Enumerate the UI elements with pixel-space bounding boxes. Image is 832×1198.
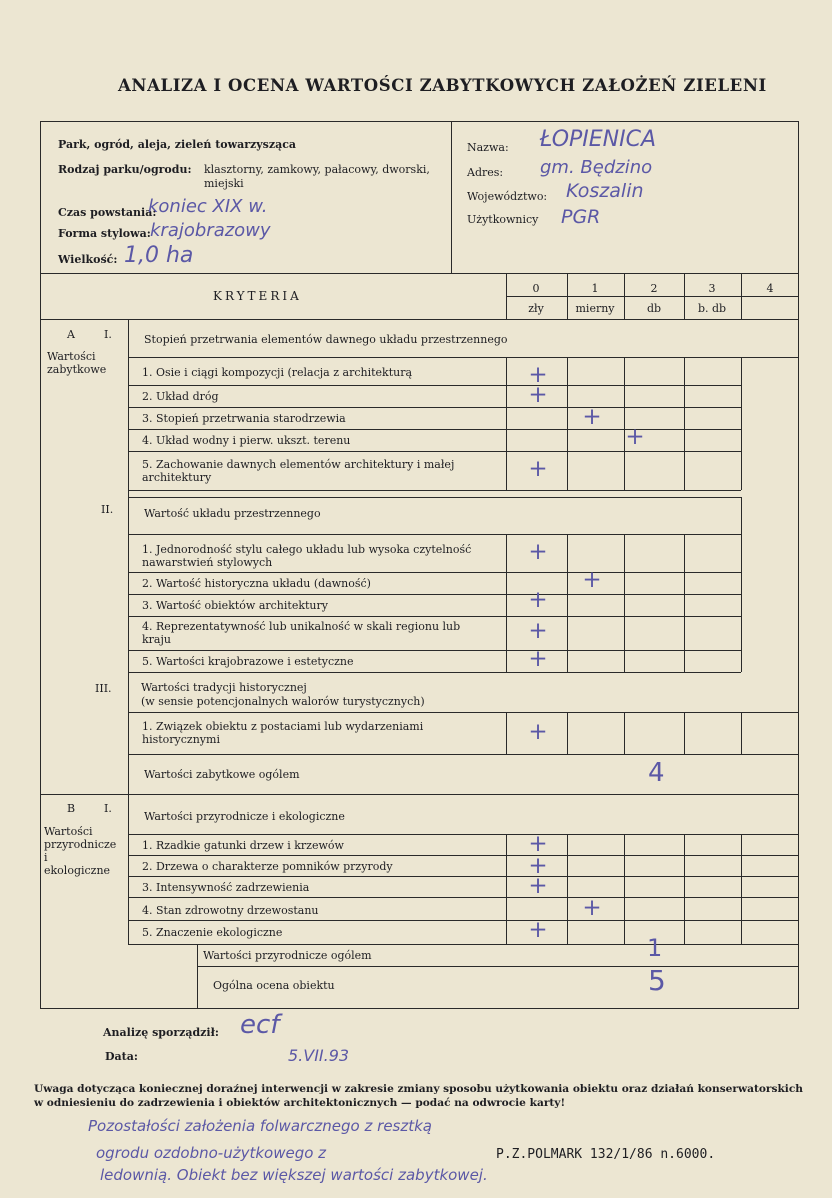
nazwa-label: Nazwa: xyxy=(467,141,509,154)
handwritten-note-line-2: ogrodu ozdobno-użytkowego z xyxy=(96,1144,327,1162)
section-a-roman: I. xyxy=(104,328,112,341)
uzytkownicy-label: Użytkownicy xyxy=(467,213,539,226)
wielkosc-label: Wielkość: xyxy=(58,253,118,266)
overall-value: 5 xyxy=(648,964,666,997)
score-3-label: b. db xyxy=(697,302,727,315)
kryteria-label: KRYTERIA xyxy=(213,289,302,303)
page-title: ANALIZA I OCENA WARTOŚCI ZABYTKOWYCH ZAŁOŻEŃ ZIELENI xyxy=(118,76,767,95)
a-group3-subtitle: (w sensie potencjonalnych walorów turystycznych) xyxy=(141,695,425,708)
wojewodztwo-value: Koszalin xyxy=(566,180,644,202)
score-0-label: zły xyxy=(528,302,544,315)
a1-item-2: 2. Układ dróg xyxy=(142,390,219,403)
b-group-title: Wartości przyrodnicze i ekologiczne xyxy=(144,810,345,823)
czas-value: koniec XIX w. xyxy=(148,196,268,217)
uzytkownicy-value: PGR xyxy=(561,206,601,228)
section-b-name: Wartości przyrodnicze i ekologiczne xyxy=(44,825,117,877)
handwritten-note-line-3: ledownią. Obiekt bez większej wartości zabytkowej. xyxy=(100,1166,488,1184)
mark-a1-3: + xyxy=(582,404,602,430)
mark-b-4: + xyxy=(582,895,602,921)
score-1-label: mierny xyxy=(575,302,615,315)
data-value: 5.VII.93 xyxy=(288,1046,350,1065)
score-4-num: 4 xyxy=(766,282,774,295)
adres-label: Adres: xyxy=(467,166,504,179)
b-item-1: 1. Rzadkie gatunki drzew i krzewów xyxy=(142,839,344,852)
rodzaj-options-2: miejski xyxy=(204,177,244,190)
overall-label: Ogólna ocena obiektu xyxy=(213,979,335,992)
a3-item-1: 1. Związek obiektu z postaciami lub wydarzeniami historycznymi xyxy=(142,720,424,746)
mark-a2-4: + xyxy=(528,618,548,644)
a-group3-roman: III. xyxy=(95,682,112,695)
a-group3-title: Wartości tradycji historycznej xyxy=(141,681,307,694)
mark-a1-4: + xyxy=(625,424,645,450)
a2-item-2: 2. Wartość historyczna układu (dawność) xyxy=(142,577,371,590)
a-group2-title: Wartość układu przestrzennego xyxy=(144,507,321,520)
mark-a2-3: + xyxy=(528,587,548,613)
a2-item-3: 3. Wartość obiektów architektury xyxy=(142,599,328,612)
mark-a3-1: + xyxy=(528,719,548,745)
a1-item-3: 3. Stopień przetrwania starodrzewia xyxy=(142,412,346,425)
b-total-value: 1 xyxy=(647,934,663,962)
mark-a1-5: + xyxy=(528,456,548,482)
mark-a2-2: + xyxy=(582,567,602,593)
mark-b-1: + xyxy=(528,831,548,857)
a1-item-5: 5. Zachowanie dawnych elementów architektury i małej architektury xyxy=(142,458,455,484)
rodzaj-options: klasztorny, zamkowy, pałacowy, dworski, xyxy=(204,163,430,176)
b-item-4: 4. Stan zdrowotny drzewostanu xyxy=(142,904,319,917)
section-a-letter: A xyxy=(67,328,75,341)
section-b-letter: B xyxy=(67,802,76,815)
a1-item-4: 4. Układ wodny i pierw. ukszt. terenu xyxy=(142,434,351,447)
a2-item-4: 4. Reprezentatywność lub unikalność w skali regionu lub kraju xyxy=(142,620,461,646)
mark-b-5: + xyxy=(528,917,548,943)
a-group2-roman: II. xyxy=(101,503,114,516)
handwritten-note-line-1: Pozostałości założenia folwarcznego z resztką xyxy=(88,1117,432,1135)
analiza-label: Analizę sporządził: xyxy=(103,1026,219,1039)
mark-b-2: + xyxy=(528,853,548,879)
b-item-2: 2. Drzewa o charakterze pomników przyrody xyxy=(142,860,393,873)
czas-label: Czas powstania: xyxy=(58,206,157,219)
mark-a2-5: + xyxy=(528,646,548,672)
section-a-name: Wartości zabytkowe xyxy=(47,350,107,376)
section-b-roman: I. xyxy=(104,802,112,815)
score-2-num: 2 xyxy=(650,282,658,295)
a-group1-title: Stopień przetrwania elementów dawnego układu przestrzennego xyxy=(144,333,508,346)
data-label: Data: xyxy=(105,1050,138,1063)
a1-item-1: 1. Osie i ciągi kompozycji (relacja z architekturą xyxy=(142,366,413,379)
mark-a1-1: + xyxy=(528,362,548,388)
a-total-label: Wartości zabytkowe ogólem xyxy=(144,768,300,781)
mark-a2-1: + xyxy=(528,539,548,565)
wojewodztwo-label: Województwo: xyxy=(467,190,548,203)
score-3-num: 3 xyxy=(708,282,716,295)
a2-item-5: 5. Wartości krajobrazowe i estetyczne xyxy=(142,655,354,668)
a-total-value: 4 xyxy=(648,758,665,788)
mark-b-3: + xyxy=(528,873,548,899)
print-spec: P.Z.POLMARK 132/1/86 n.6000. xyxy=(496,1147,716,1162)
park-label: Park, ogród, aleja, zieleń towarzysząca xyxy=(58,138,297,151)
b-item-3: 3. Intensywność zadrzewienia xyxy=(142,881,310,894)
score-0-num: 0 xyxy=(532,282,540,295)
score-2-label: db xyxy=(646,302,662,315)
forma-label: Forma stylowa: xyxy=(58,227,151,240)
nazwa-value: ŁOPIENICA xyxy=(540,127,657,152)
score-1-num: 1 xyxy=(591,282,599,295)
b-total-label: Wartości przyrodnicze ogólem xyxy=(203,949,372,962)
b-item-5: 5. Znaczenie ekologiczne xyxy=(142,926,283,939)
forma-value: krajobrazowy xyxy=(150,220,271,241)
a2-item-1: 1. Jednorodność stylu całego układu lub wysoka czytelność nawarstwień stylowych xyxy=(142,543,472,569)
wielkosc-value: 1,0 ha xyxy=(124,243,194,268)
rodzaj-label: Rodzaj parku/ogrodu: xyxy=(58,163,192,176)
analiza-signature: ecf xyxy=(240,1010,280,1040)
mark-a1-2: + xyxy=(528,382,548,408)
adres-value: gm. Będzino xyxy=(540,157,653,178)
uwaga-note: Uwaga dotycząca koniecznej doraźnej interwencji w zakresie zmiany sposobu użytkowania obiektu oraz działań konserwatorskich w odniesieniu do zadrzewienia i obiektów architektonicznych — podać na odwrocie karty! xyxy=(34,1083,803,1109)
